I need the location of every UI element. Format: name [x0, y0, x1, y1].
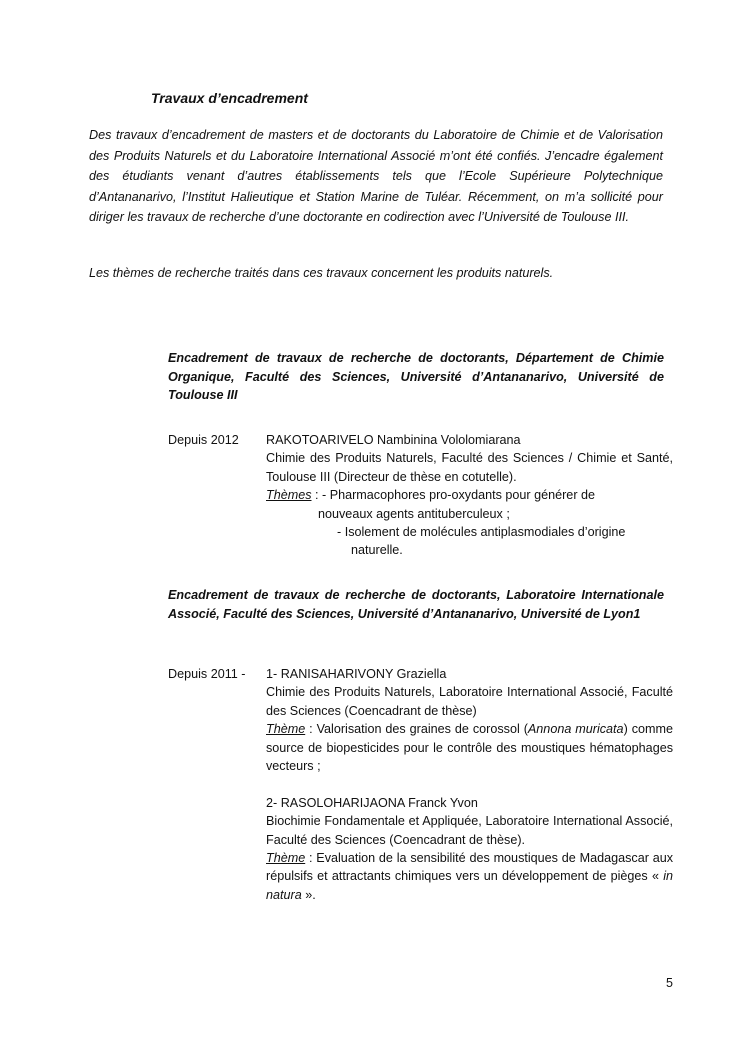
themes-label: Thèmes [266, 488, 312, 503]
student-affiliation: Chimie des Produits Naturels, Faculté des Sciences / Chimie et Santé, Toulouse III (Directeur de thèse en cotutelle). [266, 451, 673, 484]
student1-theme-label: Thème [266, 722, 306, 737]
spacer [266, 775, 673, 793]
student1-name: 1- RANISAHARIVONY Graziella [266, 667, 447, 681]
student2-name: 2- RASOLOHARIJAONA Franck Yvon [266, 795, 478, 810]
student1-affiliation: Chimie des Produits Naturels, Laboratoire International Associé, Faculté des Sciences (Coencadrant de thèse) [266, 685, 673, 718]
section-title: Travaux d’encadrement [151, 90, 308, 106]
theme-1-part-a: - Pharmacophores pro-oxydants pour générer de [322, 488, 596, 503]
page-number: 5 [666, 976, 673, 990]
section2-date: Depuis 2011 - [168, 667, 246, 681]
student2-theme-italic: in natura [266, 869, 673, 902]
section1-date: Depuis 2012 [168, 433, 239, 447]
theme-2-part-a: - Isolement de molécules antiplasmodiales d’origine [337, 525, 626, 540]
section2-heading: Encadrement de travaux de recherche de doctorants, Laboratoire Internationale Associé, Faculté des Sciences, Université d’Antananarivo, Université de Lyon1 [168, 588, 664, 621]
student2-theme-pre: : Evaluation de la sensibilité des moustiques de Madagascar aux répulsifs et attractants chimiques vers un développement de pièges « [266, 851, 673, 884]
student1-theme-post: ) comme source de biopesticides pour le contrôle des moustiques hématophages vecteurs ; [266, 722, 673, 774]
student1-theme [266, 720, 673, 775]
theme-2-part-b: naturelle. [351, 543, 403, 558]
section1-heading: Encadrement de travaux de recherche de doctorants, Département de Chimie Organique, Faculté des Sciences, Université d’Antananarivo, Université de Toulouse III [168, 351, 664, 403]
themes-line-1 [266, 486, 673, 504]
section2-entry-body [266, 665, 673, 904]
intro-paragraph: Des travaux d’encadrement de masters et de doctorants du Laboratoire de Chimie et de Valorisation des Produits Naturels et du Laboratoire International Associé m’ont été confiés. J’encadre également des étudiants venant d’autres établissements tels que l’Ecole Supérieure Polytechnique d’Antananarivo, l’Institut Halieutique et Station Marine de Tuléar. Récemment, on m’a sollicité pour diriger les travaux de recherche d’une doctorante en codirection avec l’Université de Toulouse III. [89, 128, 663, 225]
themes-separator: : [311, 488, 322, 503]
student2-affiliation: Biochimie Fondamentale et Appliquée, Laboratoire International Associé, Faculté des Sciences (Coencadrant de thèse). [266, 814, 673, 847]
student1-theme-pre: : Valorisation des graines de corossol ( [305, 722, 528, 737]
student2-theme-post: ». [301, 887, 316, 902]
theme-1-part-b: nouveaux agents antituberculeux ; [318, 506, 510, 521]
themes-paragraph: Les thèmes de recherche traités dans ces travaux concernent les produits naturels. [89, 266, 554, 280]
student1-theme-species: Annona muricata [527, 722, 624, 737]
student2-theme-label: Thème [266, 851, 306, 866]
section1-entry-body [266, 431, 673, 560]
student-name: RAKOTOARIVELO Nambinina Vololomiarana [266, 433, 521, 447]
student2-theme [266, 849, 673, 904]
